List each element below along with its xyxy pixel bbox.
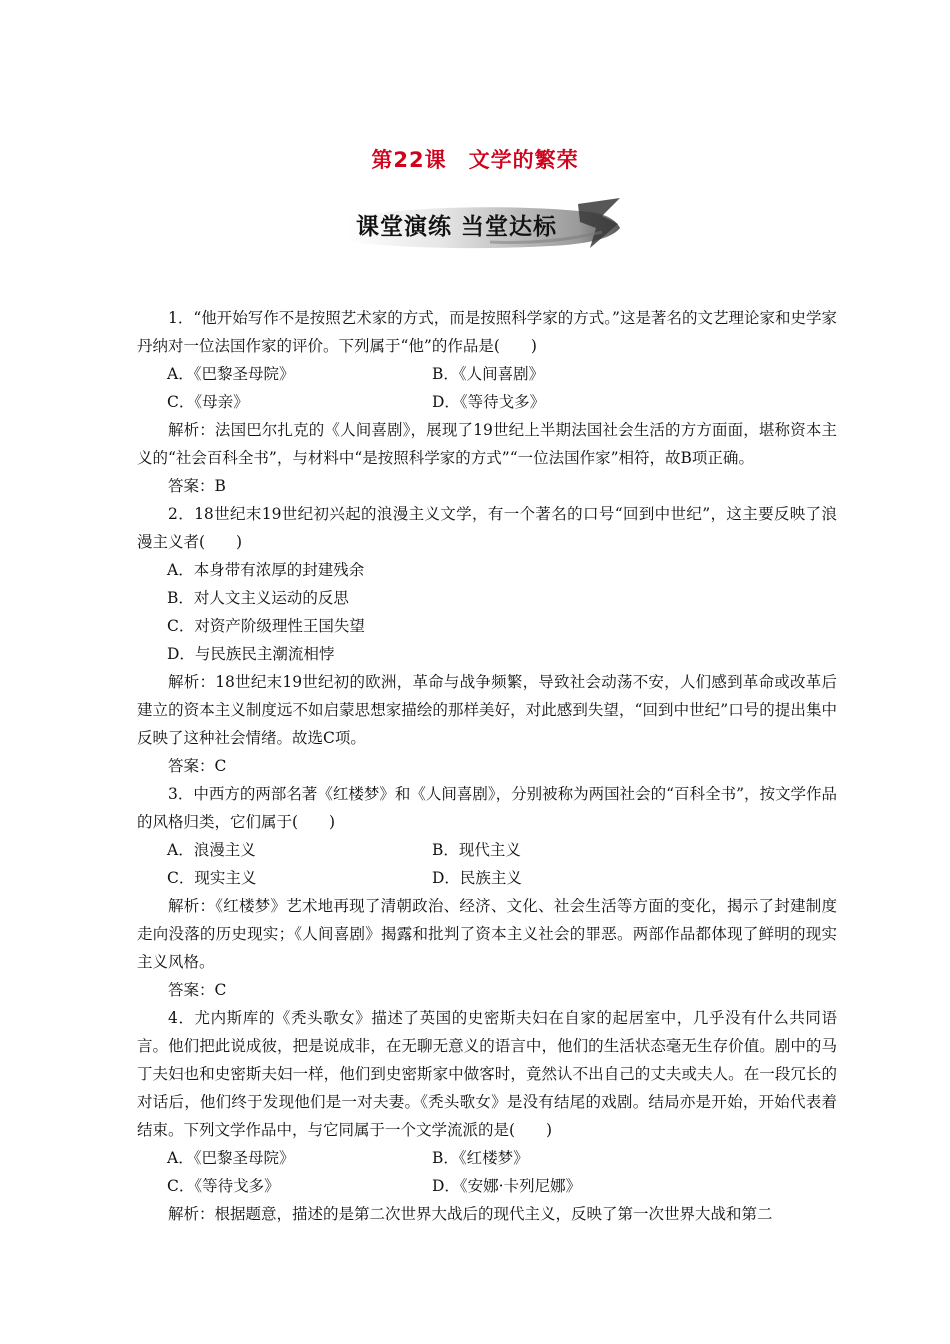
question-2-answer: 答案：C — [168, 757, 227, 775]
question-1-stem: 1．“他开始写作不是按照艺术家的方式，而是按照科学家的方式。”这是著名的文艺理论家和史学家丹纳对一位法国作家的评价。下列属于“他”的作品是( ) — [137, 309, 837, 355]
question-3-stem: 3．中西方的两部名著《红楼梦》和《人间喜剧》，分别被称为两国社会的“百科全书”，按文学作品的风格归类，它们属于( ) — [137, 785, 837, 831]
section-banner — [340, 198, 626, 252]
question-2-option-b: B．对人文主义运动的反思 — [167, 589, 349, 607]
question-2-option-c: C．对资产阶级理性王国失望 — [167, 617, 365, 635]
question-2-option-d: D．与民族民主潮流相悖 — [167, 645, 335, 663]
question-2-stem: 2．18世纪末19世纪初兴起的浪漫主义文学，有一个著名的口号“回到中世纪”，这主要反映了浪漫主义者( ) — [137, 505, 837, 551]
question-1-option-c: C．《母亲》 — [167, 393, 249, 411]
question-4-analysis: 解析：根据题意，描述的是第二次世界大战后的现代主义，反映了第一次世界大战和第二 — [168, 1205, 773, 1223]
question-3-options-row-1 — [137, 836, 837, 864]
question-3-option-b: B．现代主义 — [432, 841, 521, 859]
question-3-option-c: C．现实主义 — [167, 869, 257, 887]
question-4-stem: 4．尤内斯库的《秃头歌女》描述了英国的史密斯夫妇在自家的起居室中，几乎没有什么共同语言。他们把此说成彼，把是说成非，在无聊无意义的语言中，他们的生活状态毫无生存价值。剧中的马丁夫妇也和史密斯夫妇一样，他们到史密斯家中做客时，竟然认不出自己的丈夫或夫人。在一段冗长的对话后，他们终于发现他们是一对夫妻。《秃头歌女》是没有结尾的戏剧。结局亦是开始，开始代表着结束。下列文学作品中，与它同属于一个文学流派的是( ) — [137, 1009, 837, 1139]
question-3-option-a: A．浪漫主义 — [167, 841, 256, 859]
question-1-answer: 答案：B — [168, 477, 226, 495]
question-1-option-b: B．《人间喜剧》 — [432, 365, 545, 383]
question-4-options-row-2 — [137, 1172, 837, 1200]
question-1-option-a: A．《巴黎圣母院》 — [167, 365, 295, 383]
question-3-options-row-2 — [137, 864, 837, 892]
question-4-option-c: C．《等待戈多》 — [167, 1177, 280, 1195]
document-body — [137, 304, 837, 1228]
question-1-analysis: 解析：法国巴尔扎克的《人间喜剧》，展现了19世纪上半期法国社会生活的方方面面，堪称资本主义的“社会百科全书”，与材料中“是按照科学家的方式”“一位法国作家”相符，故B项正确。 — [137, 421, 837, 467]
question-1-options-row-2 — [137, 388, 837, 416]
question-3-answer: 答案：C — [168, 981, 227, 999]
banner-title: 课堂演练 当堂达标 — [356, 214, 558, 240]
question-4-option-b: B．《红楼梦》 — [432, 1149, 529, 1167]
question-3-option-d: D．民族主义 — [432, 869, 522, 887]
question-4-options-row-1 — [137, 1144, 837, 1172]
page-title: 第22课 文学的繁荣 — [371, 148, 579, 172]
question-2-option-a: A．本身带有浓厚的封建残余 — [167, 561, 365, 579]
question-4-option-a: A．《巴黎圣母院》 — [167, 1149, 295, 1167]
question-2-analysis: 解析：18世纪末19世纪初的欧洲，革命与战争频繁，导致社会动荡不安，人们感到革命或改革后建立的资本主义制度远不如启蒙思想家描绘的那样美好，对此感到失望，“回到中世纪”口号的提出集中反映了这种社会情绪。故选C项。 — [137, 673, 837, 747]
question-3-analysis: 解析：《红楼梦》艺术地再现了清朝政治、经济、文化、社会生活等方面的变化，揭示了封建制度走向没落的历史现实；《人间喜剧》揭露和批判了资本主义社会的罪恶。两部作品都体现了鲜明的现实主义风格。 — [137, 897, 837, 971]
question-1-options-row-1 — [137, 360, 837, 388]
question-4-option-d: D．《安娜·卡列尼娜》 — [432, 1177, 582, 1195]
question-1-option-d: D．《等待戈多》 — [432, 393, 546, 411]
